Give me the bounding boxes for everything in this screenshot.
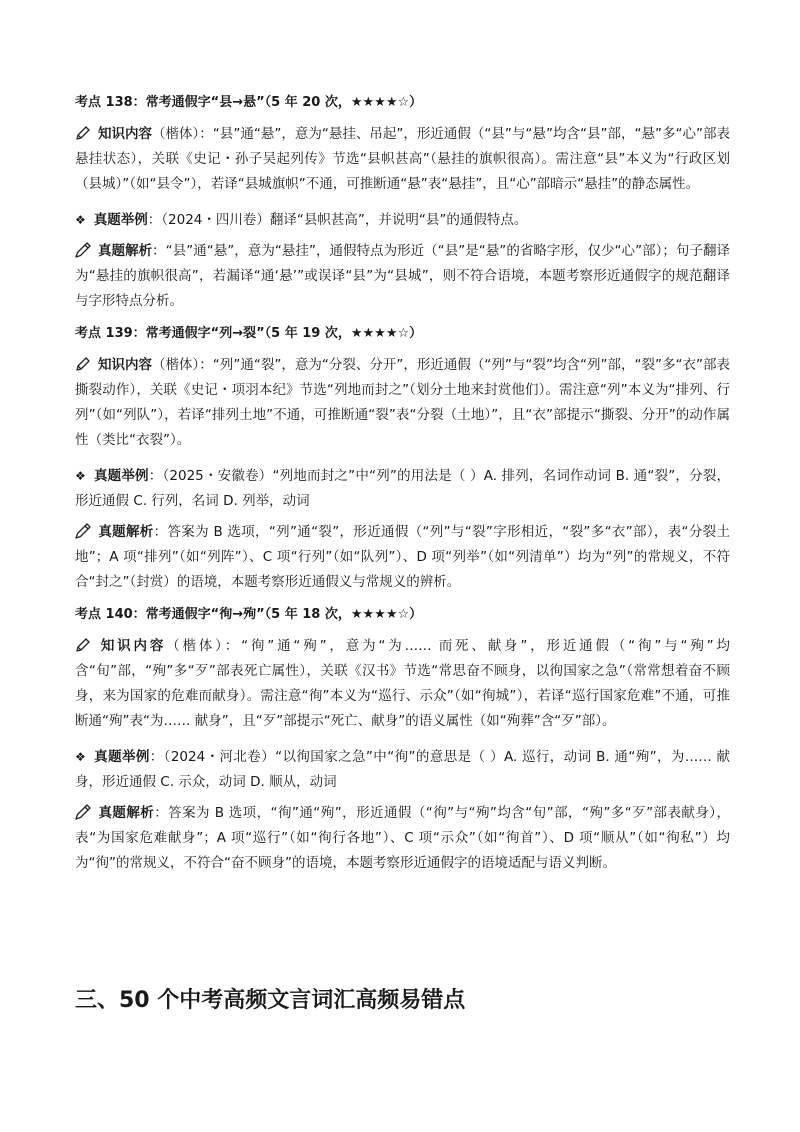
exam-point-139 (75, 325, 730, 595)
pen-icon (75, 523, 91, 539)
example-paragraph (75, 745, 730, 795)
example-text: ：（2025・安徽卷）“列地而封之”中“列”的用法是（ ）A. 排列，名词作动词 B. 通“裂”，分裂，形近通假 C. 行列，名词 D. 列举，动词 (75, 468, 731, 509)
example-text: ：（2024・河北卷）“以徇国家之急”中“徇”的意思是（ ）A. 巡行，动词 B. 通“殉”，为…… 献身，形近通假 C. 示众，动词 D. 顺从，动词 (75, 749, 731, 790)
analysis-label: 真题解析 (98, 243, 153, 259)
section-heading: 三、50 个中考高频文言词汇高频易错点 (75, 988, 466, 1013)
pen-icon (75, 804, 91, 820)
knowledge-paragraph (75, 634, 730, 734)
point-title: 考点 139：常考通假字“列→裂”（5 年 19 次，★★★★☆） (75, 326, 423, 341)
knowledge-label: 知识内容 (98, 638, 167, 654)
diamond-bullet-icon: ❖ (75, 213, 86, 227)
pencil-icon (75, 125, 91, 141)
knowledge-paragraph (75, 122, 730, 197)
document-body (75, 94, 730, 887)
diamond-bullet-icon: ❖ (75, 469, 86, 483)
analysis-paragraph (75, 801, 730, 876)
analysis-paragraph (75, 239, 730, 314)
pen-icon (75, 242, 91, 258)
pencil-icon (75, 637, 91, 653)
exam-point-138 (75, 94, 730, 314)
example-label: 真题举例 (93, 749, 150, 765)
point-title: 考点 140：常考通假字“徇→殉”（5 年 18 次，★★★★☆） (75, 607, 423, 622)
point-title: 考点 138：常考通假字“县→悬”（5 年 20 次，★★★★☆） (75, 95, 423, 110)
analysis-text: ：答案为 B 选项，“列”通“裂”，形近通假（“列”与“裂”字形相近，“裂”多“衣”部），表“分裂土地”；A 项“排列”（如“列阵”）、C 项“行列”（如“队列”）、D 项“列举”（如“列清单”）均为“列”的常规义，不符合“封之”（封赏）的语境，本题考察形近通假义与常规义的辨析。 (75, 524, 731, 590)
analysis-text: ：答案为 B 选项，“徇”通“殉”，形近通假（“徇”与“殉”均含“旬”部，“殉”多“歹”部表献身），表“为国家危难献身”；A 项“巡行”（如“徇行各地”）、C 项“示众”（如“徇首”）、D 项“顺从”（如“徇私”）均为“徇”的常规义，不符合“奋不顾身”的语境，本题考察形近通假字的语境适配与语义判断。 (75, 805, 730, 871)
knowledge-text: （楷体）：“列”通“裂”，意为“分裂、分开”，形近通假（“列”与“裂”均含“列”部，“裂”多“衣”部表撕裂动作），关联《史记・项羽本纪》节选“列地而封之”（划分土地来封赏他们）。需注意“列”本义为“排列、行列”（如“列队”），若译“排列土地”不通，可推断通“裂”表“分裂（土地）”，且“衣”部提示“撕裂、分开”的动作属性（类比“衣裂”）。 (75, 357, 730, 448)
knowledge-text: （楷体）：“县”通“悬”，意为“悬挂、吊起”，形近通假（“县”与“悬”均含“县”部，“悬”多“心”部表悬挂状态），关联《史记・孙子吴起列传》节选“县帜甚高”（悬挂的旗帜很高）。需注意“县”本义为“行政区划（县城）”（如“县令”），若译“县城旗帜”不通，可推断通“悬”表“悬挂”，且“心”部暗示“悬挂”的静态属性。 (75, 126, 730, 192)
diamond-bullet-icon: ❖ (75, 750, 86, 764)
example-label: 真题举例 (93, 212, 148, 228)
example-text: ：（2024・四川卷）翻译“县帜甚高”，并说明“县”的通假特点。 (147, 212, 528, 228)
analysis-paragraph (75, 520, 730, 595)
analysis-label: 真题解析 (98, 805, 155, 821)
analysis-label: 真题解析 (98, 524, 154, 540)
exam-point-140 (75, 606, 730, 876)
knowledge-text: （楷体）：“徇”通“殉”，意为“为…… 而死、献身”，形近通假（“徇”与“殉”均含“旬”部，“殉”多“歹”部表死亡属性），关联《汉书》节选“常思奋不顾身，以徇国家之急”（常常想着奋不顾身，来为国家的危难而献身）。需注意“徇”本义为“巡行、示众”（如“徇城”），若译“巡行国家危难”不通，可推断通“殉”表“为…… 献身”，且“歹”部提示“死亡、献身”的语义属性（如“殉葬”含“歹”部）。 (75, 638, 730, 729)
example-paragraph (75, 464, 730, 514)
knowledge-paragraph (75, 353, 730, 453)
example-paragraph (75, 208, 730, 233)
knowledge-label: 知识内容 (98, 357, 153, 373)
pencil-icon (75, 356, 91, 372)
analysis-text: ：“县”通“悬”，意为“悬挂”，通假特点为形近（“县”是“悬”的省略字形，仅少“心”部）；句子翻译为“悬挂的旗帜很高”，若漏译“通‘悬’”或误译“县”为“县城”，则不符合语境，本题考察形近通假字的规范翻译与字形特点分析。 (75, 243, 730, 309)
example-label: 真题举例 (93, 468, 149, 484)
knowledge-label: 知识内容 (98, 126, 153, 142)
